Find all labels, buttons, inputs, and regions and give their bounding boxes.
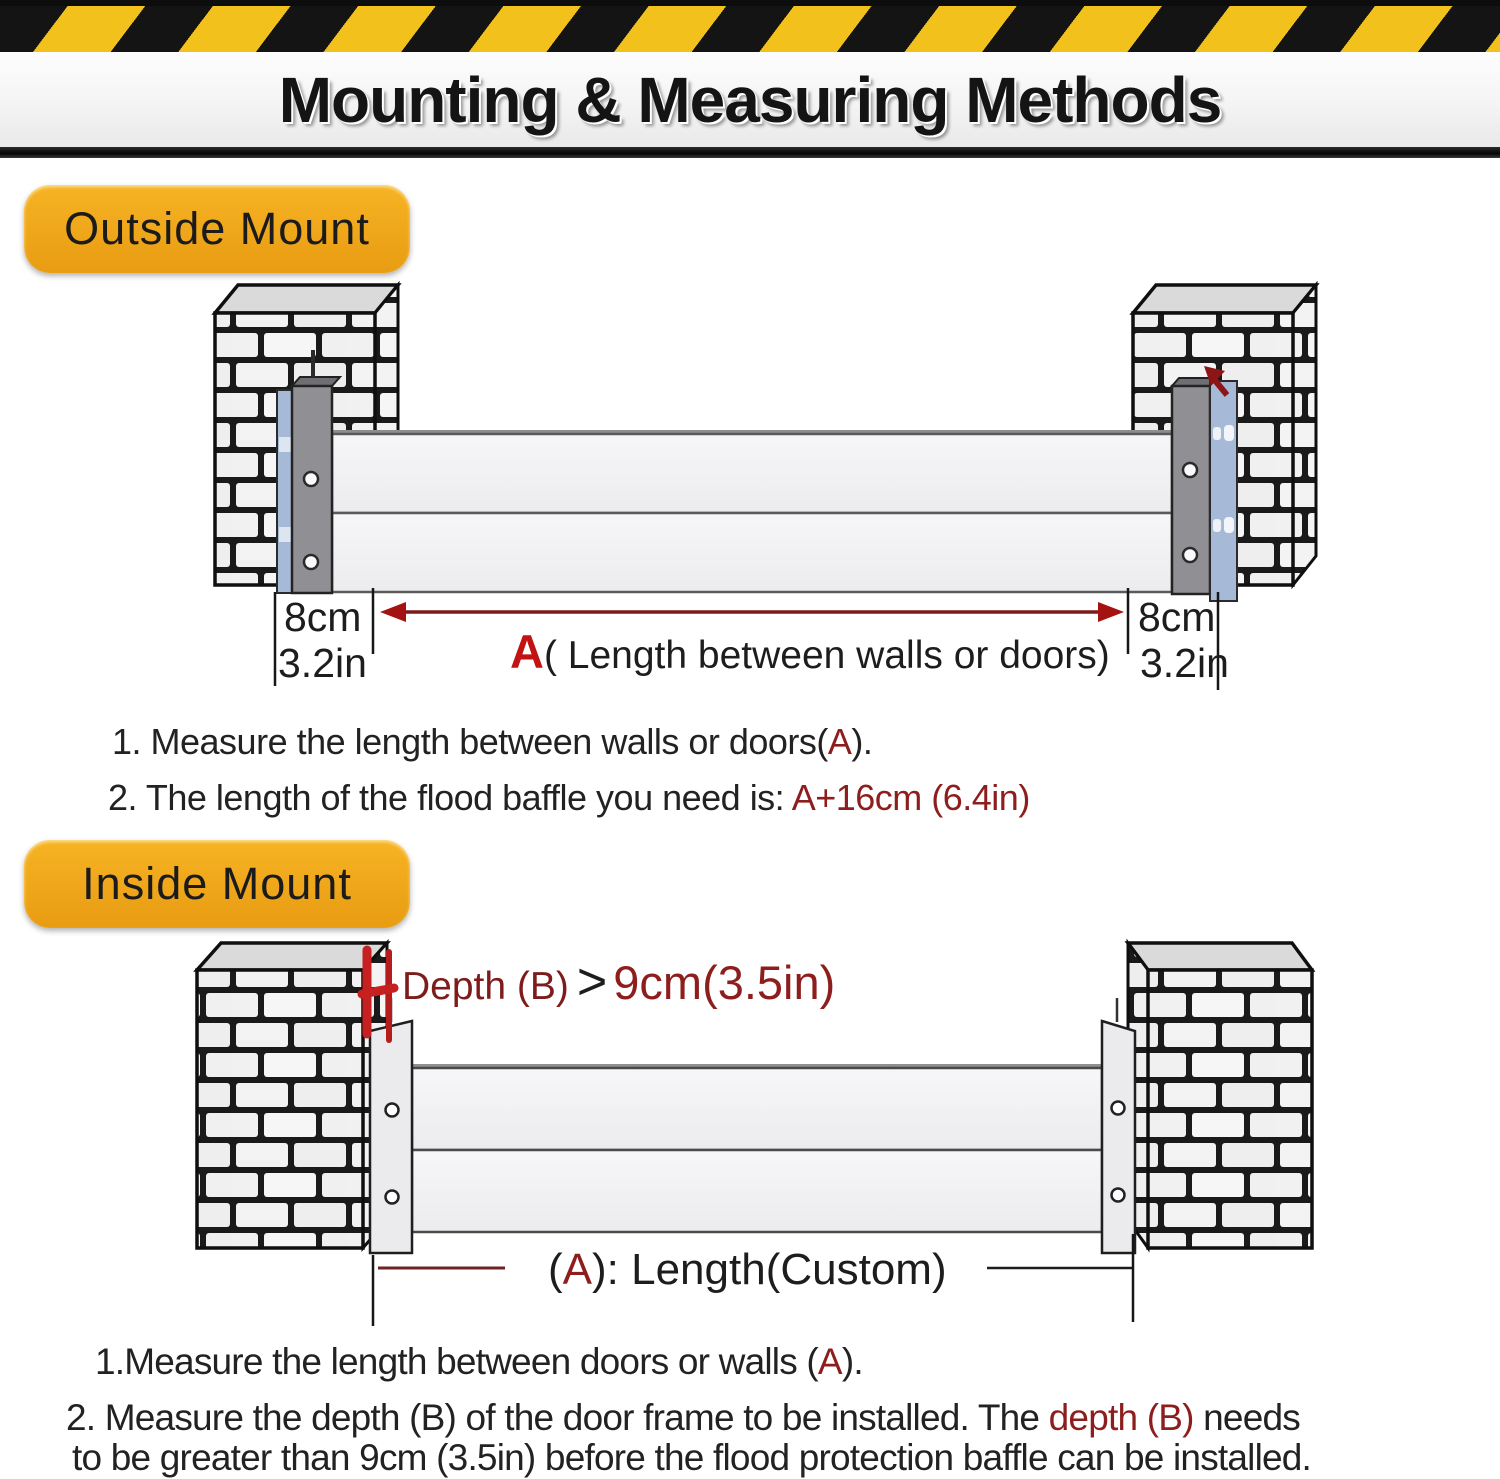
depth-label: Depth (B): [402, 965, 569, 1008]
step-text: 2. Measure the depth (B) of the door frame to be installed. The: [66, 1397, 1049, 1438]
span-caption: ( Length between walls or doors): [543, 634, 1110, 677]
inside-mount-badge-label: Inside Mount: [82, 858, 352, 909]
step-text: ).: [841, 1341, 863, 1382]
outside-mount-badge-label: Outside Mount: [64, 203, 370, 254]
step-text: to be greater than 9cm (3.5in) before the flood protection baffle can be installed.: [72, 1437, 1312, 1478]
seal-notch: [279, 527, 292, 542]
inside-right-channel: [1102, 998, 1135, 1253]
outside-step-1: [112, 722, 872, 762]
inside-length-label: [548, 1245, 947, 1295]
screw-hole: [386, 1191, 399, 1204]
span-arrow-left-head: [380, 602, 406, 622]
outside-right-channel: [1172, 366, 1237, 601]
screw-hole: [1183, 463, 1197, 477]
step-highlight: A: [827, 721, 852, 762]
screw-hole: [304, 472, 318, 486]
inside-step-2: [66, 1398, 1300, 1439]
channel-bar: [1102, 1021, 1135, 1253]
seal-dot: [1224, 517, 1234, 533]
step-highlight: A+16cm (6.4in): [791, 777, 1030, 818]
screw-hole: [1183, 548, 1197, 562]
step-highlight: A: [817, 1341, 842, 1382]
length-post: ): Length(Custom): [592, 1245, 947, 1294]
step-text: ).: [851, 721, 873, 762]
pillar-top-face: [215, 285, 398, 313]
pillar-side-face: [1293, 285, 1316, 585]
span-arrow-right-head: [1098, 602, 1124, 622]
greater-than-sign: >: [576, 953, 608, 1011]
span-letter-a: A: [510, 625, 544, 678]
barrier-panel-lower: [412, 1150, 1102, 1232]
seal-notch: [279, 437, 292, 452]
length-pre: (: [548, 1245, 563, 1294]
depth-annotation: [402, 952, 835, 1012]
length-letter-a: A: [562, 1245, 593, 1294]
step-text: 1.Measure the length between doors or walls (: [95, 1341, 818, 1382]
channel-bar: [370, 1021, 412, 1253]
step-text: needs: [1193, 1397, 1300, 1438]
pillar-top-face: [1128, 943, 1312, 970]
page-title: Mounting & Measuring Methods: [278, 63, 1222, 136]
barrier-panel-upper: [332, 434, 1172, 513]
seal-strip: [1210, 381, 1237, 601]
pillar-top-face: [1133, 285, 1316, 313]
channel-top-bevel: [292, 377, 340, 386]
outside-left-offset-cm: 8cm: [284, 594, 362, 640]
inside-mount-badge: [24, 840, 410, 928]
outside-span-label: [510, 625, 1110, 678]
outside-mount-badge: [24, 185, 410, 273]
pillar-front-face: [197, 970, 363, 1248]
outside-step-2: [108, 778, 1030, 818]
screw-hole: [304, 555, 318, 569]
title-band: [0, 52, 1500, 147]
seal-dot: [1224, 425, 1234, 441]
inside-step-2-continued: [72, 1438, 1311, 1479]
outside-right-offset-in: 3.2in: [1140, 640, 1229, 686]
outside-right-offset-cm: 8cm: [1138, 594, 1216, 640]
hazard-tape-banner: [0, 6, 1500, 52]
inside-left-pillar: [197, 943, 387, 1248]
depth-value: 9cm(3.5in): [613, 956, 836, 1009]
screw-hole: [386, 1104, 399, 1117]
seal-dot: [1213, 519, 1221, 532]
seal-dot: [1213, 427, 1221, 440]
inside-step-1: [95, 1342, 863, 1383]
step-text: 1. Measure the length between walls or doors(: [112, 721, 828, 762]
screw-hole: [1112, 1189, 1125, 1202]
step-text: 2. The length of the flood baffle you need is:: [108, 777, 792, 818]
step-highlight: depth (B): [1048, 1397, 1194, 1438]
inside-right-pillar: [1128, 943, 1312, 1248]
barrier-panel-lower: [332, 513, 1172, 592]
pillar-top-face: [197, 943, 387, 970]
depth-marker-crossbar: [362, 988, 394, 994]
screw-hole: [1112, 1102, 1125, 1115]
flood-barrier: [332, 430, 1172, 592]
outside-left-offset-in: 3.2in: [278, 640, 367, 686]
barrier-panel-upper: [412, 1068, 1102, 1150]
pillar-front-face: [1148, 970, 1312, 1248]
header-divider-bar: [0, 147, 1500, 158]
inside-flood-barrier: [412, 1064, 1102, 1232]
